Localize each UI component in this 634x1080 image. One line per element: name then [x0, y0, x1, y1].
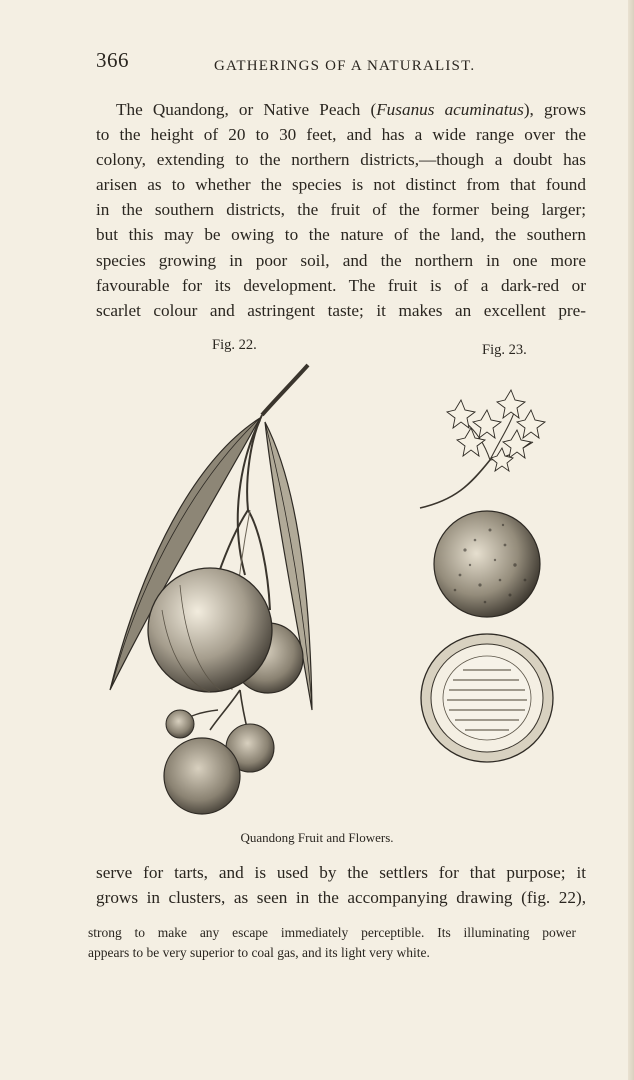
text-line: to the height of 20 to 30 feet, and has a wide range over the	[96, 125, 586, 145]
text-line: appears to be very superior to coal gas, and its light very white.	[88, 945, 430, 960]
quandong-branch-illustration	[100, 360, 360, 820]
text-line: The Quandong, or Native Peach (Fusanus acuminatus), grows	[116, 100, 586, 119]
text-line: scarlet colour and astringent taste; it makes an excellent pre-	[96, 300, 586, 320]
text-line: strong to make any escape immediately perceptible. Its illuminating power	[88, 925, 576, 940]
fig-22-label: Fig. 22.	[212, 337, 257, 353]
footnote-text	[88, 923, 576, 963]
text-line: but this may be owing to the nature of the land, the southern	[96, 225, 586, 245]
quandong-flowers-illustration	[415, 380, 555, 780]
text-line: serve for tarts, and is used by the settlers for that purpose; it	[96, 863, 586, 882]
page-edge	[628, 0, 634, 1080]
paragraph-quandong-description	[96, 97, 586, 323]
text-line: arisen as to whether the species is not distinct from that found	[96, 175, 586, 195]
paragraph-continuation	[96, 860, 586, 910]
running-title: GATHERINGS OF A NATURALIST.	[214, 58, 476, 74]
page-number: 366	[96, 48, 129, 72]
text-line: species growing in poor soil, and the northern in one more	[96, 250, 586, 270]
text-line: colony, extending to the northern districts,—though a doubt has	[96, 150, 586, 170]
running-head	[96, 48, 576, 78]
species-name: Fusanus acuminatus	[376, 100, 524, 119]
text-line: favourable for its development. The fruit is of a dark-red or	[96, 275, 586, 295]
fig-23-label: Fig. 23.	[482, 342, 527, 358]
figure-caption: Quandong Fruit and Flowers.	[240, 830, 394, 845]
text-line: grows in clusters, as seen in the accompanying drawing (fig. 22),	[96, 888, 586, 908]
text-line: in the southern districts, the fruit of the former being larger;	[96, 200, 586, 220]
